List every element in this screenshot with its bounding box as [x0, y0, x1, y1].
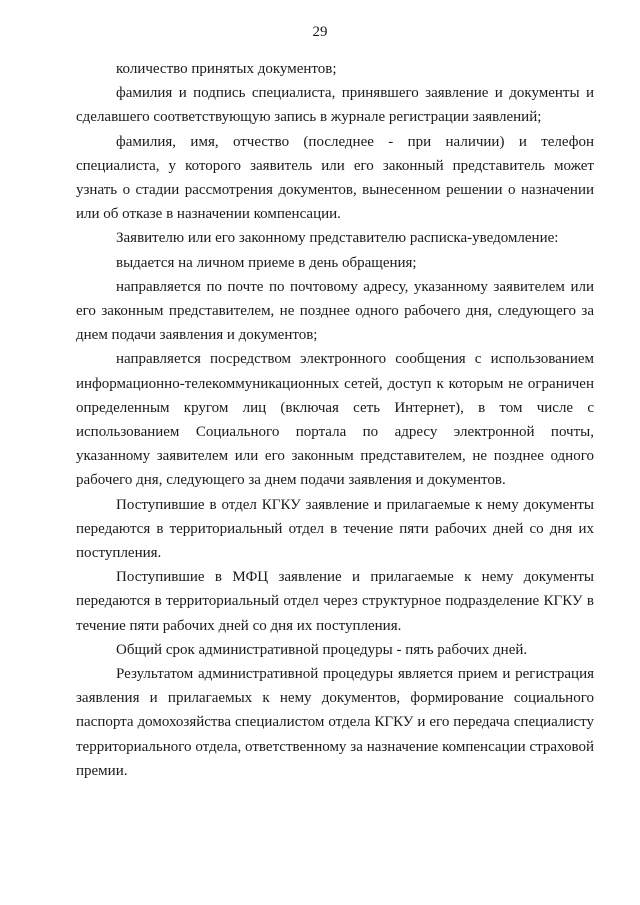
paragraph-total-duration: Общий срок административной процедуры - пять рабочих дней. [116, 641, 528, 658]
paragraph-sent-by-mail: направляется по почте по почтовому адресу, указанному заявителем или его законным представителем, не позднее одного рабочего дня, следующего за днем подачи заявления и документов; [76, 278, 594, 344]
document-body [76, 57, 594, 783]
paragraph-kgku-transfer: Поступившие в отдел КГКУ заявление и прилагаемые к нему документы передаются в территориальный отдел в течение пяти рабочих дней со дня их поступления. [76, 496, 594, 562]
paragraph-mfc-transfer: Поступившие в МФЦ заявление и прилагаемые к нему документы передаются в территориальный отдел через структурное подразделение КГКУ в течение пяти рабочих дней со дня их поступления. [76, 569, 594, 634]
paragraph-specialist-signature: фамилия и подпись специалиста, принявшего заявление и документы и сделавшего соответствующую запись в журнале регистрации заявлений; [76, 85, 594, 126]
paragraph-procedure-result: Результатом административной процедуры является прием и регистрация заявления и прилагаемых к нему документов, формирование социального паспорта домохозяйства специалистом отдела КГКУ и его передача специалисту территориального отдела, ответственному за назначение компенсации страховой премии. [76, 666, 594, 779]
paragraph-specialist-contact: фамилия, имя, отчество (последнее - при наличии) и телефон специалиста, у которого заявитель или его законный представитель может узнать о стадии рассмотрения документов, вынесенном решении о назначении или об отказе в назначении компенсации. [76, 133, 594, 223]
paragraph-sent-electronically: направляется посредством электронного сообщения с использованием информационно-телекоммуникационных сетей, доступ к которым не ограничен определенным кругом лиц (включая сеть Интернет), в том числе с использованием Социального портала по адресу электронной почты, указанному заявителем или его законным представителем, не позднее одного рабочего дня, следующего за днем подачи заявления и документов. [76, 351, 594, 489]
paragraph-documents-count: количество принятых документов; [116, 61, 337, 77]
paragraph-receipt-notice: Заявителю или его законному представителю расписка-уведомление: [116, 230, 559, 247]
page-number: 29 [312, 24, 328, 40]
paragraph-issued-in-person: выдается на личном приеме в день обращения; [116, 254, 417, 271]
